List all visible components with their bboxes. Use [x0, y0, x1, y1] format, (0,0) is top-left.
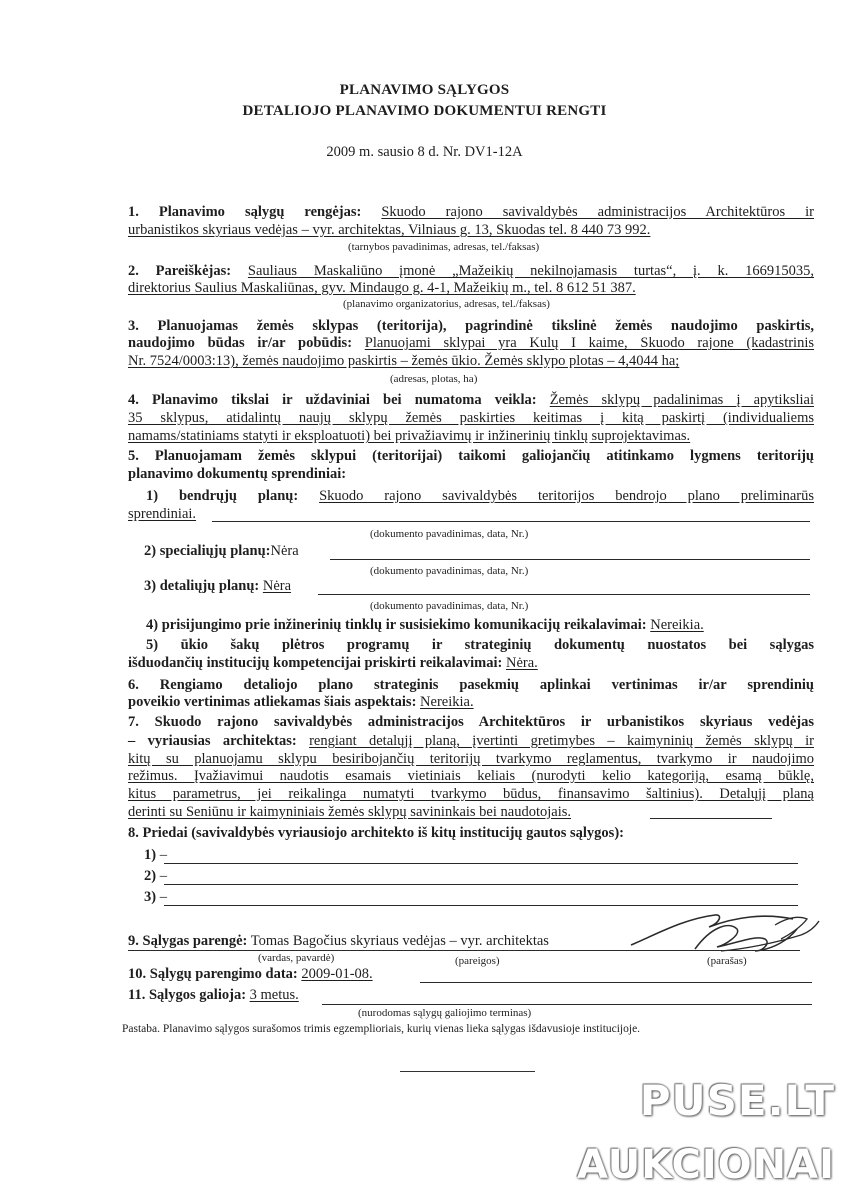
section-7-line-4 — [128, 768, 814, 785]
section-6-label-line: 6. Rengiamo detaliojo plano strateginis pasekmių aplinkai vertinimas ir/ar sprendinių — [128, 677, 814, 693]
section-7-label-line: 7. Skuodo rajono savivaldybės administracijos Architektūros ir urbanistikos skyriaus vedėjas — [128, 714, 814, 730]
section-7-value-1: rengiant detalųjį planą, įvertinti gretimybes – kaimyninių žemės sklypų ir — [309, 733, 814, 749]
section-5-item-1-label: 1) bendrųjų planų: — [146, 488, 299, 504]
section-7-value-4: kitus parametrus, jei reikalinga numatyti tvarkymo būdus, finansavimo šaltinius). Detalųjį planą — [128, 786, 814, 802]
section-4-line-1 — [128, 392, 814, 409]
section-3-label-line: 3. Planuojamas žemės sklypas (teritorija), pagrindinė tikslinė žemės naudojimo paskirtis, — [128, 318, 814, 334]
section-9-value: Tomas Bagočius skyriaus vedėjas – vyr. architektas — [250, 933, 549, 949]
section-7-line-2 — [128, 733, 814, 750]
section-3-value-1: Planuojami sklypai yra Kulų I kaime, Skuodo rajone (kadastrinis — [364, 335, 815, 351]
section-1-value-2: urbanistikos skyriaus vedėjas – vyr. architektas, Vilniaus g. 13, Skuodas tel. 8 440 73 992. — [128, 222, 651, 238]
section-5-item-3-value: Nėra — [262, 578, 292, 594]
section-8-item-1-number: 1) — [144, 847, 157, 863]
section-8-item-3 — [144, 889, 830, 906]
section-5-item-2-label: 2) specialiųjų planų: — [144, 543, 271, 559]
section-2-value-2: direktorius Saulius Maskaliūnas, gyv. Mindaugo g. 4-1, Mažeikių m., tel. 8 612 51 387. — [128, 280, 636, 296]
section-6-line-2 — [128, 694, 814, 711]
section-10-value: 2009-01-08. — [301, 966, 373, 982]
section-11-value: 3 metus. — [249, 987, 299, 1003]
section-1-line-2 — [128, 222, 814, 239]
section-11-label: 11. Sąlygos galioja: — [128, 987, 247, 1003]
section-8-label: 8. Priedai (savivaldybės vyriausiojo architekto iš kitų institucijų gautos sąlygos): — [128, 825, 624, 841]
section-10-rule — [420, 982, 812, 983]
section-5-item-5-line-2 — [128, 655, 814, 672]
section-3-value-2: Nr. 7524/0003:13), žemės naudojimo paskirtis – žemės ūkio. Žemės sklypo plotas – 4,4044 ha; — [128, 353, 680, 369]
section-8-item-2-dash: – — [159, 868, 167, 884]
watermark-line-2: AUKCIONAI — [577, 1142, 835, 1188]
section-3-label-2: naudojimo būdas ir/ar pobūdis: — [128, 335, 353, 351]
section-5-item-2-value: Nėra — [270, 543, 299, 559]
section-9-caption-position: (pareigos) — [455, 955, 500, 967]
section-8-item-3-dash: – — [159, 889, 167, 905]
section-7-value-2: kitų su planuojamu sklypu besiribojančių teritorijų tvarkymo reglamentus, tvarkymo ir naudojimo — [128, 751, 814, 767]
section-4-value-2: 35 sklypus, atidalintų naujų sklypų žemės paskirties keitimas į kitą paskirtį (individualiems — [128, 410, 814, 426]
section-1-label: 1. Planavimo sąlygų rengėjas: — [128, 204, 362, 220]
document-date-number: 2009 m. sausio 8 d. Nr. DV1-12A — [326, 144, 523, 160]
handwritten-signature — [625, 905, 825, 967]
section-5-item-1-value: Skuodo rajono savivaldybės teritorijos bendrojo plano preliminarūs — [319, 488, 815, 504]
section-1-line-1 — [128, 204, 814, 221]
section-5-item-1-rule — [212, 521, 810, 522]
section-5-item-3-caption: (dokumento pavadinimas, data, Nr.) — [370, 600, 529, 612]
section-5-item-3-label: 3) detaliųjų planų: — [144, 578, 260, 594]
section-10-label: 10. Sąlygų parengimo data: — [128, 966, 298, 982]
section-4-label: 4. Planavimo tikslai ir uždaviniai bei numatoma veikla: — [128, 392, 537, 408]
section-8-item-2-rule — [164, 884, 798, 885]
section-2-caption: (planavimo organizatorius, adresas, tel./faksas) — [343, 298, 550, 310]
section-8-item-1 — [144, 847, 830, 864]
section-2-value-1: Sauliaus Maskaliūno įmonė „Mažeikių nekilnojamasis turtas“, į. k. 166915035, — [247, 263, 814, 279]
section-8-item-2 — [144, 868, 830, 885]
section-9-label: 9. Sąlygas parengė: — [128, 933, 248, 949]
section-9-caption-signature: (parašas) — [707, 955, 747, 967]
section-4-value-1: Žemės sklypų padalinimas į apytiksliai — [549, 392, 814, 408]
section-5-item-2 — [144, 543, 830, 560]
section-3-caption: (adresas, plotas, ha) — [390, 373, 478, 385]
footnote-remark: Pastaba. Planavimo sąlygos surašomos trimis egzemplioriais, kurių vienas lieka sąlygas išdavusioje institucijoje. — [122, 1023, 641, 1035]
section-5-item-2-caption: (dokumento pavadinimas, data, Nr.) — [370, 565, 529, 577]
section-1-value-1: Skuodo rajono savivaldybės administracijos Architektūros ir — [381, 204, 815, 220]
section-2-line-2 — [128, 280, 814, 297]
section-5-item-5-label-2: išduodančių institucijų kompetencijai priskirti reikalavimai: — [128, 655, 503, 671]
section-4-line-3 — [128, 428, 814, 445]
section-5-item-5-label: 5) ūkio šakų plėtros programų ir strateginių dokumentų nuostatos bei sąlygas — [146, 637, 814, 653]
section-8-item-2-number: 2) — [144, 868, 157, 884]
section-11-rule — [322, 1004, 812, 1005]
section-5-item-3 — [144, 578, 830, 595]
section-6-value: Nereikia. — [420, 694, 474, 710]
section-7-value-5: derinti su Seniūnu ir kaimyniniais žemės sklypų savininkais bei naudotojais. — [128, 804, 571, 820]
section-3-line-2 — [128, 335, 814, 352]
section-2-label: 2. Pareiškėjas: — [128, 263, 232, 279]
section-10-line — [128, 966, 814, 983]
section-5-item-4-value: Nereikia. — [650, 617, 704, 633]
section-1-caption: (tarnybos pavadinimas, adresas, tel./faksas) — [348, 241, 540, 253]
section-7-line-5 — [128, 786, 814, 803]
section-7-line-3 — [128, 751, 814, 768]
section-3-line-3 — [128, 353, 814, 370]
section-5-label-line-2: planavimo dokumentų sprendiniai: — [128, 466, 347, 482]
document-subtitle: DETALIOJO PLANAVIMO DOKUMENTUI RENGTI — [242, 103, 607, 119]
section-7-label-2: – vyriausias architektas: — [128, 733, 297, 749]
section-5-label-line: 5. Planuojamam žemės sklypui (teritorijai) taikomi galiojančių atitinkamo lygmens teritorijų — [128, 448, 814, 464]
section-7-value-3: režimus. Įvažiavimui naudotis esamais vietiniais keliais (nurodyti kelio kategoriją, esamą būklę, — [128, 768, 814, 784]
section-6-label-2: poveikio vertinimas atliekamas šiais aspektais: — [128, 694, 417, 710]
section-8-item-3-number: 3) — [144, 889, 157, 905]
section-5-item-4 — [146, 617, 832, 634]
section-4-line-2 — [128, 410, 814, 427]
section-5-item-4-label: 4) prisijungimo prie inžinerinių tinklų ir susisiekimo komunikacijų reikalavimai: — [146, 617, 647, 633]
section-5-item-2-rule — [330, 559, 810, 560]
section-9-caption-name: (vardas, pavardė) — [258, 952, 335, 964]
section-8-item-1-rule — [164, 863, 798, 864]
document-title: PLANAVIMO SĄLYGOS — [339, 82, 510, 98]
section-11-caption: (nurodomas sąlygų galiojimo terminas) — [358, 1007, 532, 1019]
section-5-item-1-value-2: sprendiniai. — [128, 506, 197, 522]
section-2-line-1 — [128, 263, 814, 280]
footer-rule — [400, 1071, 535, 1072]
section-5-item-1-caption: (dokumento pavadinimas, data, Nr.) — [370, 528, 529, 540]
watermark-line-1: PUSE.LT — [639, 1076, 835, 1125]
section-5-item-3-rule — [318, 594, 810, 595]
section-8-item-1-dash: – — [159, 847, 167, 863]
section-5-item-5-value: Nėra. — [505, 655, 538, 671]
section-11-line — [128, 987, 814, 1004]
section-5-item-1 — [146, 488, 814, 505]
section-7-rule — [650, 818, 772, 819]
section-4-value-3: namams/statiniams statyti ir eksploatuoti) bei privažiavimų ir inžinerinių tinklų suprojektavimas. — [128, 428, 691, 444]
